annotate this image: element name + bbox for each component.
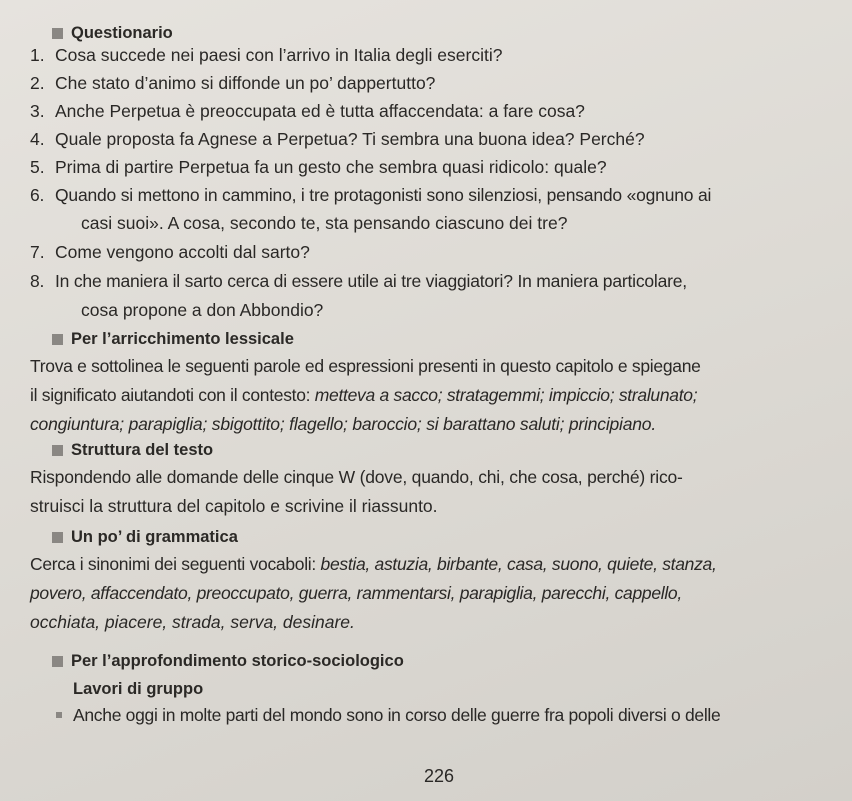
question-5: 5. Prima di partire Perpetua fa un gesto che sembra quasi ridicolo: quale? xyxy=(30,157,607,177)
lessicale-line-3: congiuntura; parapiglia; sbigottito; flagello; baroccio; si barattano saluti; principiano. xyxy=(30,414,656,434)
question-7: 7. Come vengono accolti dal sarto? xyxy=(30,242,310,262)
struttura-line-1: Rispondendo alle domande delle cinque W (dove, quando, chi, che cosa, perché) rico- xyxy=(30,467,683,487)
section-square-icon xyxy=(52,445,63,456)
question-8: 8. In che maniera il sarto cerca di essere utile ai tre viaggiatori? In maniera particolare, xyxy=(30,271,687,291)
question-3: 3. Anche Perpetua è preoccupata ed è tutta affaccendata: a fare cosa? xyxy=(30,101,585,121)
grammatica-line-2: povero, affaccendato, preoccupato, guerra, rammentarsi, parapiglia, parecchi, cappello, xyxy=(30,583,682,603)
struttura-line-2: struisci la struttura del capitolo e scrivine il riassunto. xyxy=(30,496,438,516)
grammatica-line-3: occhiata, piacere, strada, serva, desinare. xyxy=(30,612,355,632)
question-8-continuation: cosa propone a don Abbondio? xyxy=(81,300,324,320)
struttura-heading: Struttura del testo xyxy=(52,441,213,460)
storico-bullet-text: Anche oggi in molte parti del mondo sono in corso delle guerre fra popoli diversi o delle xyxy=(73,705,721,725)
lessicale-heading: Per l’arricchimento lessicale xyxy=(52,330,294,349)
question-1: 1. Cosa succede nei paesi con l’arrivo in Italia degli eserciti? xyxy=(30,45,503,65)
question-6-continuation: casi suoi». A cosa, secondo te, sta pensando ciascuno dei tre? xyxy=(81,213,568,233)
lessicale-line-2: il significato aiutandoti con il contesto: metteva a sacco; stratagemmi; impiccio; stralunato; xyxy=(30,385,698,405)
question-6: 6. Quando si mettono in cammino, i tre protagonisti sono silenziosi, pensando «ognuno ai xyxy=(30,185,712,205)
storico-subheading: Lavori di gruppo xyxy=(73,680,204,698)
grammatica-heading: Un po’ di grammatica xyxy=(52,528,238,547)
bullet-square-icon xyxy=(56,712,62,718)
section-square-icon xyxy=(52,28,63,39)
questionario-heading: Questionario xyxy=(52,24,173,43)
storico-heading: Per l’approfondimento storico-sociologico xyxy=(52,652,404,671)
question-4: 4. Quale proposta fa Agnese a Perpetua? Ti sembra una buona idea? Perché? xyxy=(30,129,645,149)
question-2: 2. Che stato d’animo si diffonde un po’ dappertutto? xyxy=(30,73,436,93)
section-square-icon xyxy=(52,656,63,667)
grammatica-line-1: Cerca i sinonimi dei seguenti vocaboli: bestia, astuzia, birbante, casa, suono, quiete, stanza, xyxy=(30,554,717,574)
section-square-icon xyxy=(52,334,63,345)
lessicale-line-1: Trova e sottolinea le seguenti parole ed espressioni presenti in questo capitolo e spiegane xyxy=(30,356,701,376)
section-square-icon xyxy=(52,532,63,543)
page-number: 226 xyxy=(424,766,455,786)
